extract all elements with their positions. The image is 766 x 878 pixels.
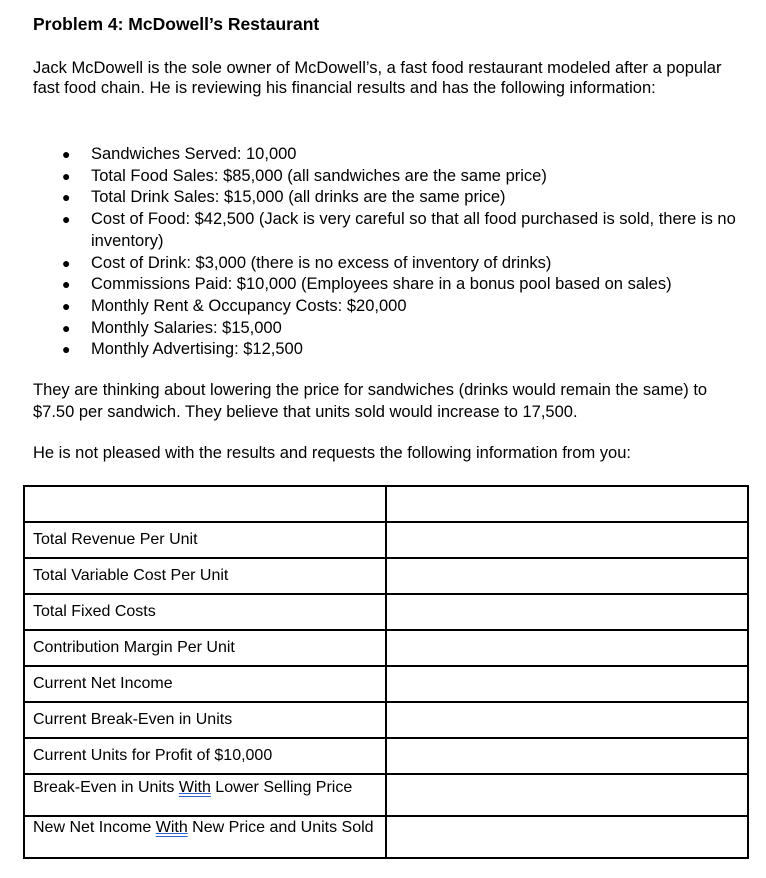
answer-cell[interactable] bbox=[386, 774, 748, 816]
info-bullet-list bbox=[33, 144, 743, 361]
table-row bbox=[24, 630, 748, 666]
list-item: ● Monthly Salaries: $15,000 bbox=[33, 318, 743, 340]
answer-cell[interactable] bbox=[386, 630, 748, 666]
table-row bbox=[24, 816, 748, 858]
row-label: Total Fixed Costs bbox=[24, 594, 386, 630]
answer-cell[interactable] bbox=[386, 816, 748, 858]
list-item: ● Monthly Advertising: $12,500 bbox=[33, 339, 743, 361]
header-cell-value[interactable] bbox=[386, 486, 748, 522]
table-row bbox=[24, 558, 748, 594]
answer-cell[interactable] bbox=[386, 666, 748, 702]
list-item: ● Total Food Sales: $85,000 (all sandwiches are the same price) bbox=[33, 166, 743, 188]
list-item: ● Sandwiches Served: 10,000 bbox=[33, 144, 743, 166]
page-title: Problem 4: McDowell’s Restaurant bbox=[33, 14, 320, 34]
table-header-row bbox=[24, 486, 748, 522]
price-change-paragraph: They are thinking about lowering the price for sandwiches (drinks would remain the same) to $7.50 per sandwich. They believe that units sold would increase to 17,500. bbox=[33, 381, 708, 421]
answer-cell[interactable] bbox=[386, 522, 748, 558]
table-row bbox=[24, 702, 748, 738]
bullet-icon: ● bbox=[62, 297, 71, 314]
list-item: ● Cost of Drink: $3,000 (there is no excess of inventory of drinks) bbox=[33, 253, 743, 275]
answer-cell[interactable] bbox=[386, 738, 748, 774]
list-item: ● Cost of Food: $42,500 (Jack is very careful so that all food purchased is sold, there is no inventory) bbox=[62, 210, 736, 250]
row-label: Total Revenue Per Unit bbox=[24, 522, 386, 558]
row-label: Current Break-Even in Units bbox=[24, 702, 386, 738]
bullet-icon: ● bbox=[62, 211, 71, 228]
row-label: Total Variable Cost Per Unit bbox=[24, 558, 386, 594]
row-label: Current Units for Profit of $10,000 bbox=[24, 738, 386, 774]
bullet-icon: ● bbox=[62, 341, 71, 358]
list-item: ● Total Drink Sales: $15,000 (all drinks are the same price) bbox=[33, 187, 743, 209]
row-label-breakeven-lower-price: Break-Even in Units With Lower Selling Price bbox=[24, 774, 386, 816]
bullet-icon: ● bbox=[62, 167, 71, 184]
table-row bbox=[24, 774, 748, 816]
intro-paragraph: Jack McDowell is the sole owner of McDowell’s, a fast food restaurant modeled after a popular fast food chain. He is reviewing his financial results and has the following information: bbox=[33, 59, 722, 97]
answer-cell[interactable] bbox=[386, 702, 748, 738]
list-item: ● Monthly Rent & Occupancy Costs: $20,000 bbox=[33, 296, 743, 318]
bullet-icon: ● bbox=[62, 319, 71, 336]
bullet-icon: ● bbox=[62, 276, 71, 293]
answer-table bbox=[23, 485, 749, 859]
table-row bbox=[24, 522, 748, 558]
list-item: ● Commissions Paid: $10,000 (Employees share in a bonus pool based on sales) bbox=[33, 274, 743, 296]
table-row bbox=[24, 594, 748, 630]
answer-cell[interactable] bbox=[386, 594, 748, 630]
bullet-icon: ● bbox=[62, 146, 71, 162]
row-label: Current Net Income bbox=[24, 666, 386, 702]
table-row bbox=[24, 738, 748, 774]
table-row bbox=[24, 666, 748, 702]
row-label-new-net-income: New Net Income With New Price and Units Sold bbox=[24, 816, 386, 858]
request-paragraph: He is not pleased with the results and requests the following information from you: bbox=[33, 444, 631, 462]
row-label: Contribution Margin Per Unit bbox=[24, 630, 386, 666]
header-cell-label bbox=[24, 486, 386, 522]
bullet-icon: ● bbox=[62, 189, 71, 206]
bullet-icon: ● bbox=[62, 254, 71, 271]
answer-cell[interactable] bbox=[386, 558, 748, 594]
